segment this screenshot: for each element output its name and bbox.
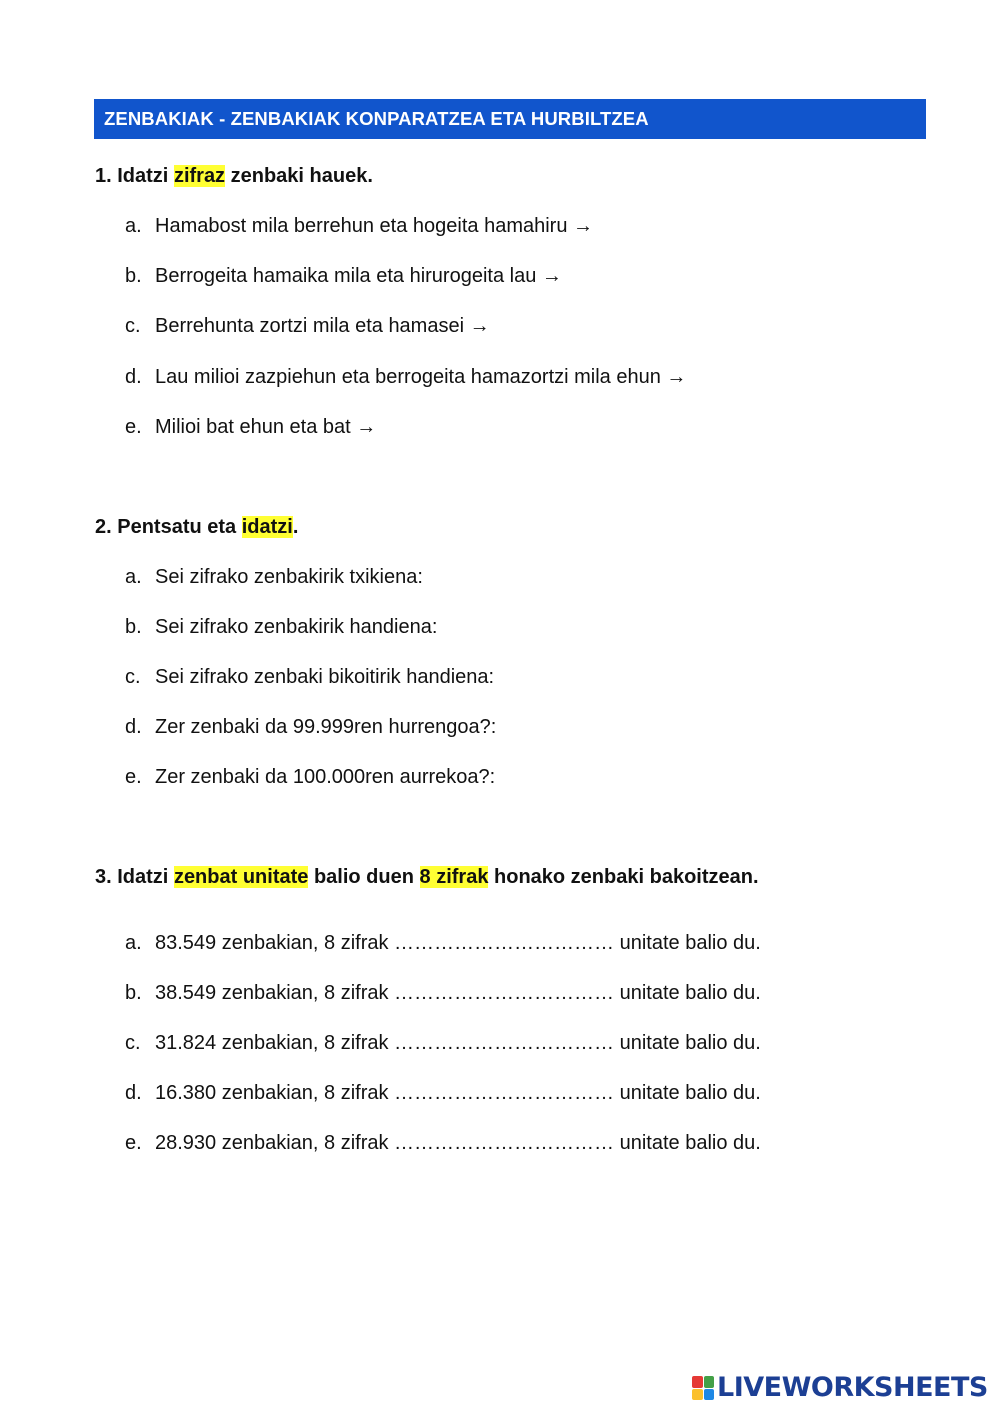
logo-square-green: [704, 1376, 715, 1388]
question-3-item-b: [125, 980, 761, 1006]
question-1-highlight: zifraz: [173, 165, 226, 187]
item-text: 16.380 zenbakian, 8 zifrak …………………………… unitate balio du.: [155, 1082, 761, 1104]
question-3-item-d: [125, 1080, 761, 1106]
question-2-title: [95, 514, 298, 540]
item-letter: d.: [125, 1082, 142, 1104]
item-letter: c.: [125, 666, 141, 688]
item-text: Zer zenbaki da 99.999ren hurrengoa?:: [155, 716, 497, 738]
item-text: 38.549 zenbakian, 8 zifrak …………………………… unitate balio du.: [155, 982, 761, 1004]
item-text: Berrehunta zortzi mila eta hamasei →: [155, 315, 490, 337]
item-text: Sei zifrako zenbakirik handiena:: [155, 616, 438, 638]
logo-square-blue: [704, 1389, 715, 1401]
question-3-item-e: [125, 1130, 761, 1156]
question-2-after: .: [292, 516, 299, 538]
item-text: Berrogeita hamaika mila eta hirurogeita lau →: [155, 265, 562, 287]
question-2-item-c: [125, 664, 494, 690]
liveworksheets-logo[interactable]: [692, 1373, 988, 1403]
item-text: Milioi bat ehun eta bat →: [155, 416, 377, 438]
question-3-middle: balio duen: [313, 866, 414, 888]
question-3-item-a: [125, 930, 761, 956]
item-letter: e.: [125, 766, 142, 788]
question-3-highlight-1: zenbat unitate: [173, 866, 309, 888]
liveworksheets-logo-text: LIVEWORKSHEETS: [717, 1372, 988, 1403]
item-text: Hamabost mila berrehun eta hogeita hamahiru →: [155, 215, 594, 237]
question-1-title: [95, 163, 373, 189]
item-letter: d.: [125, 366, 142, 388]
question-1-before: Idatzi: [117, 165, 169, 187]
worksheet-header: [94, 99, 926, 139]
question-2-item-a: [125, 564, 423, 590]
item-text: 28.930 zenbakian, 8 zifrak …………………………… unitate balio du.: [155, 1132, 761, 1154]
item-letter: a.: [125, 932, 142, 954]
question-3-highlight-2: 8 zifrak: [419, 866, 489, 888]
item-letter: b.: [125, 982, 142, 1004]
question-2-highlight: idatzi: [241, 516, 293, 538]
question-1-number: 1.: [95, 165, 112, 187]
item-letter: a.: [125, 566, 142, 588]
item-letter: d.: [125, 716, 142, 738]
question-2-number: 2.: [95, 516, 112, 538]
question-3-number: 3.: [95, 866, 112, 888]
item-letter: a.: [125, 215, 142, 237]
question-2-before: Pentsatu eta: [117, 516, 237, 538]
question-1-item-b: [125, 263, 562, 289]
item-letter: c.: [125, 315, 141, 337]
question-1-item-d: [125, 364, 686, 390]
question-3-item-c: [125, 1030, 761, 1056]
question-1-after: zenbaki hauek.: [230, 165, 373, 187]
question-1-item-e: [125, 414, 376, 440]
item-letter: e.: [125, 416, 142, 438]
question-3-before: Idatzi: [117, 866, 169, 888]
item-letter: b.: [125, 265, 142, 287]
item-text: Sei zifrako zenbaki bikoitirik handiena:: [155, 666, 495, 688]
liveworksheets-logo-icon: [692, 1376, 714, 1400]
logo-square-red: [692, 1376, 703, 1388]
logo-square-yellow: [692, 1389, 703, 1401]
item-text: Lau milioi zazpiehun eta berrogeita hamazortzi mila ehun →: [155, 366, 687, 388]
question-1-item-c: [125, 313, 490, 339]
item-text: 83.549 zenbakian, 8 zifrak …………………………… unitate balio du.: [155, 932, 761, 954]
item-letter: e.: [125, 1132, 142, 1154]
question-2-item-d: [125, 714, 496, 740]
question-2-item-e: [125, 764, 495, 790]
item-letter: b.: [125, 616, 142, 638]
item-letter: c.: [125, 1032, 141, 1054]
item-text: Zer zenbaki da 100.000ren aurrekoa?:: [155, 766, 496, 788]
question-2-item-b: [125, 614, 437, 640]
item-text: Sei zifrako zenbakirik txikiena:: [155, 566, 423, 588]
question-1-item-a: [125, 213, 593, 239]
question-3-title: [95, 864, 759, 890]
question-3-after: honako zenbaki bakoitzean.: [494, 866, 759, 888]
item-text: 31.824 zenbakian, 8 zifrak …………………………… unitate balio du.: [155, 1032, 761, 1054]
worksheet-title: ZENBAKIAK - ZENBAKIAK KONPARATZEA ETA HURBILTZEA: [104, 108, 649, 129]
